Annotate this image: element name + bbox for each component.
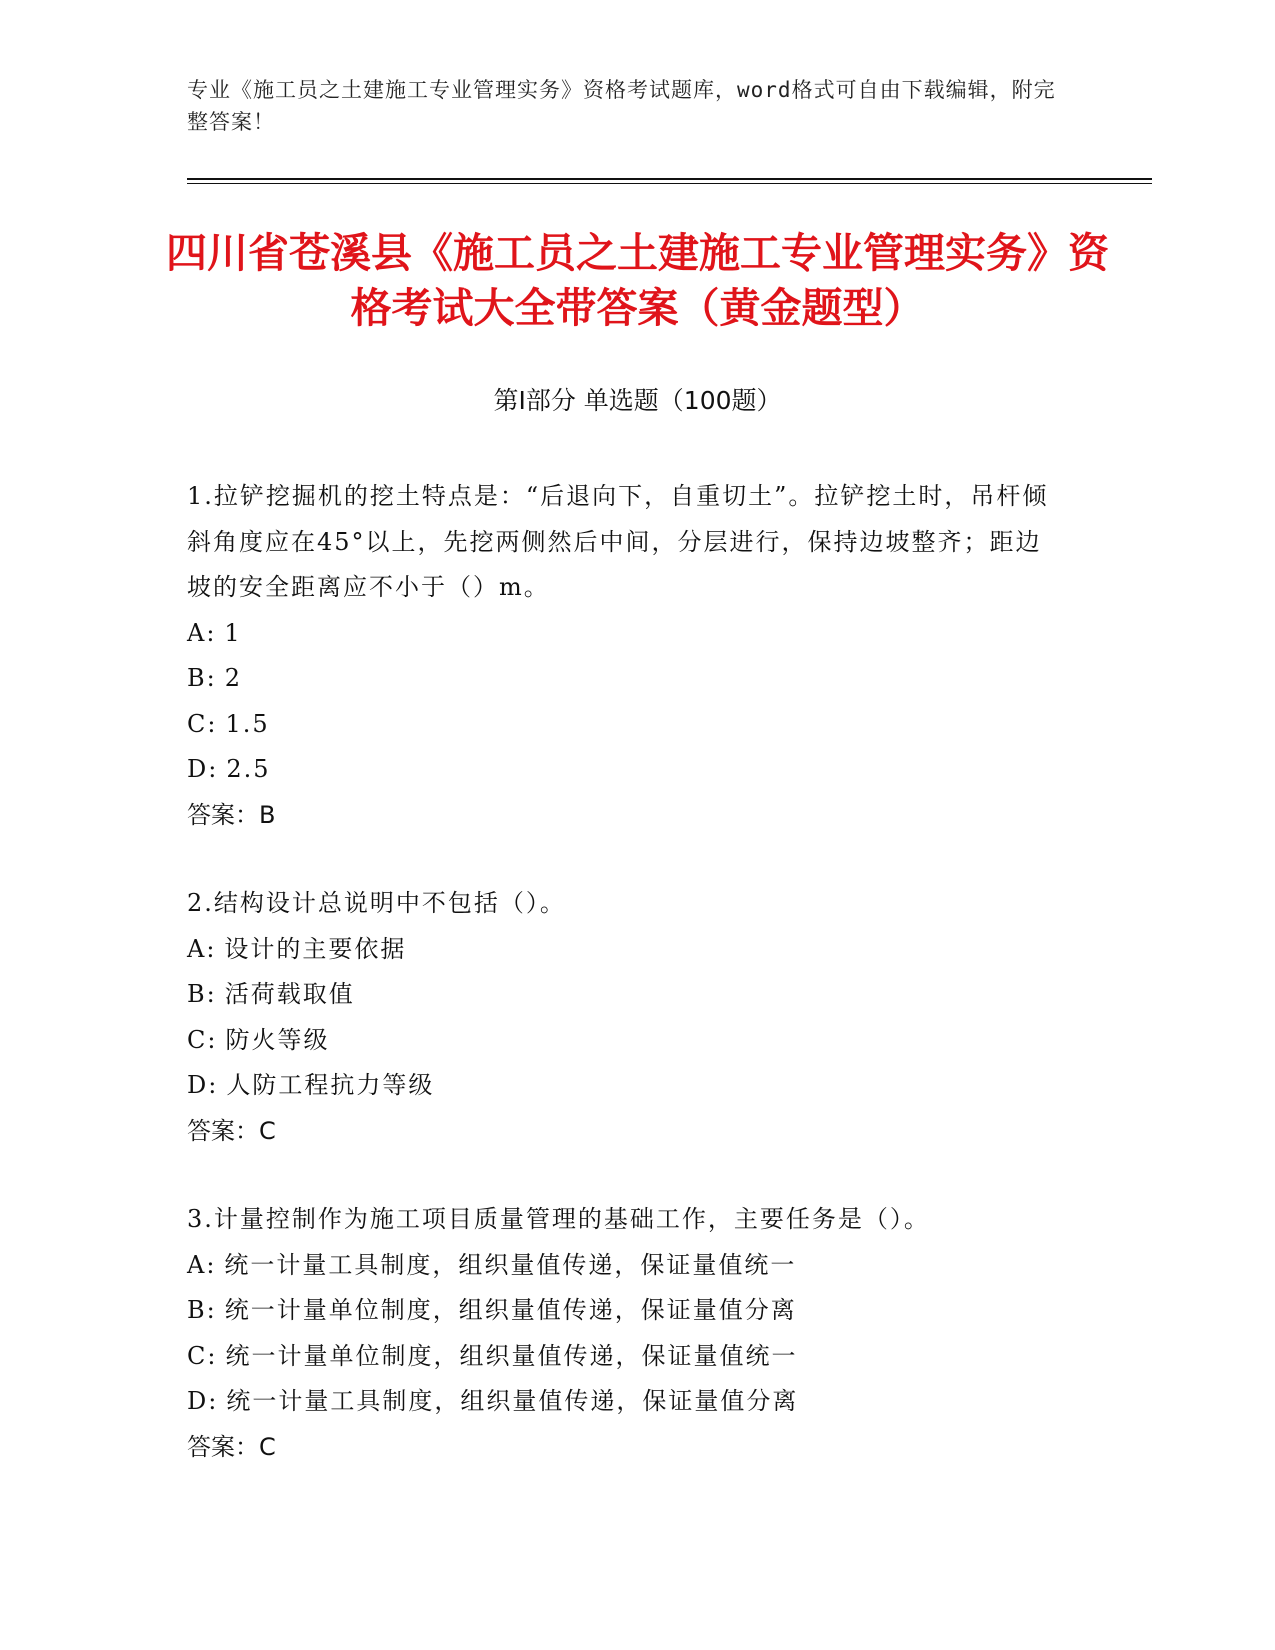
option-b xyxy=(187,972,1067,1018)
option-c xyxy=(187,1334,1067,1380)
option-key: B: xyxy=(187,980,217,1008)
option-key: B: xyxy=(187,1296,217,1324)
question-list xyxy=(187,474,1067,1513)
document-title: 四川省苍溪县《施工员之土建施工专业管理实务》资格考试大全带答案（黄金题型） xyxy=(166,229,1109,332)
header-note: 专业《施工员之土建施工专业管理实务》资格考试题库，word格式可自由下载编辑，附完整答案！ xyxy=(187,78,1056,134)
question-stem: 2.结构设计总说明中不包括（）。 xyxy=(187,889,566,917)
option-text: 设计的主要依据 xyxy=(224,934,407,963)
question-1 xyxy=(187,474,1067,838)
option-key: C: xyxy=(187,709,218,738)
option-text: 1 xyxy=(224,618,242,647)
option-text: 统一计量工具制度，组织量值传递，保证量值统一 xyxy=(224,1250,797,1279)
header-divider-thin xyxy=(187,183,1152,184)
option-d xyxy=(187,1379,1067,1425)
option-key: D: xyxy=(187,1387,219,1415)
option-text: 2.5 xyxy=(226,755,271,783)
option-d xyxy=(187,747,1067,793)
option-key: D: xyxy=(187,1071,219,1099)
option-text: 人防工程抗力等级 xyxy=(226,1071,435,1099)
option-a xyxy=(187,611,1067,657)
option-key: A: xyxy=(187,1250,217,1279)
answer-line: 答案：B xyxy=(187,800,276,829)
option-text: 2 xyxy=(224,664,243,692)
option-text: 统一计量工具制度，组织量值传递，保证量值分离 xyxy=(226,1387,799,1415)
section-heading: 第Ⅰ部分 单选题（100题） xyxy=(493,386,782,415)
option-text: 统一计量单位制度，组织量值传递，保证量值统一 xyxy=(225,1341,798,1370)
question-stem: 3.计量控制作为施工项目质量管理的基础工作，主要任务是（）。 xyxy=(187,1205,930,1233)
option-text: 活荷载取值 xyxy=(224,980,355,1008)
answer-line: 答案：C xyxy=(187,1432,276,1461)
question-2 xyxy=(187,881,1067,1154)
option-key: C: xyxy=(187,1341,218,1370)
question-3 xyxy=(187,1197,1067,1470)
option-c xyxy=(187,702,1067,748)
option-a xyxy=(187,1243,1067,1289)
option-b xyxy=(187,656,1067,702)
option-a xyxy=(187,927,1067,973)
option-b xyxy=(187,1288,1067,1334)
option-key: C: xyxy=(187,1025,218,1054)
option-key: D: xyxy=(187,755,219,783)
option-key: B: xyxy=(187,664,217,692)
option-text: 1.5 xyxy=(225,709,270,738)
option-key: A: xyxy=(187,934,217,963)
answer-line: 答案：C xyxy=(187,1116,276,1145)
option-d xyxy=(187,1063,1067,1109)
option-c xyxy=(187,1018,1067,1064)
option-key: A: xyxy=(187,618,217,647)
option-text: 统一计量单位制度，组织量值传递，保证量值分离 xyxy=(224,1296,797,1324)
option-text: 防火等级 xyxy=(225,1025,330,1054)
question-stem: 1.拉铲挖掘机的挖土特点是：“后退向下，自重切土”。拉铲挖土时，吊杆倾斜角度应在45°以上，先挖两侧然后中间，分层进行，保持边坡整齐；距边坡的安全距离应不小于（）m。 xyxy=(187,482,1049,601)
header-divider-thick xyxy=(187,178,1152,180)
